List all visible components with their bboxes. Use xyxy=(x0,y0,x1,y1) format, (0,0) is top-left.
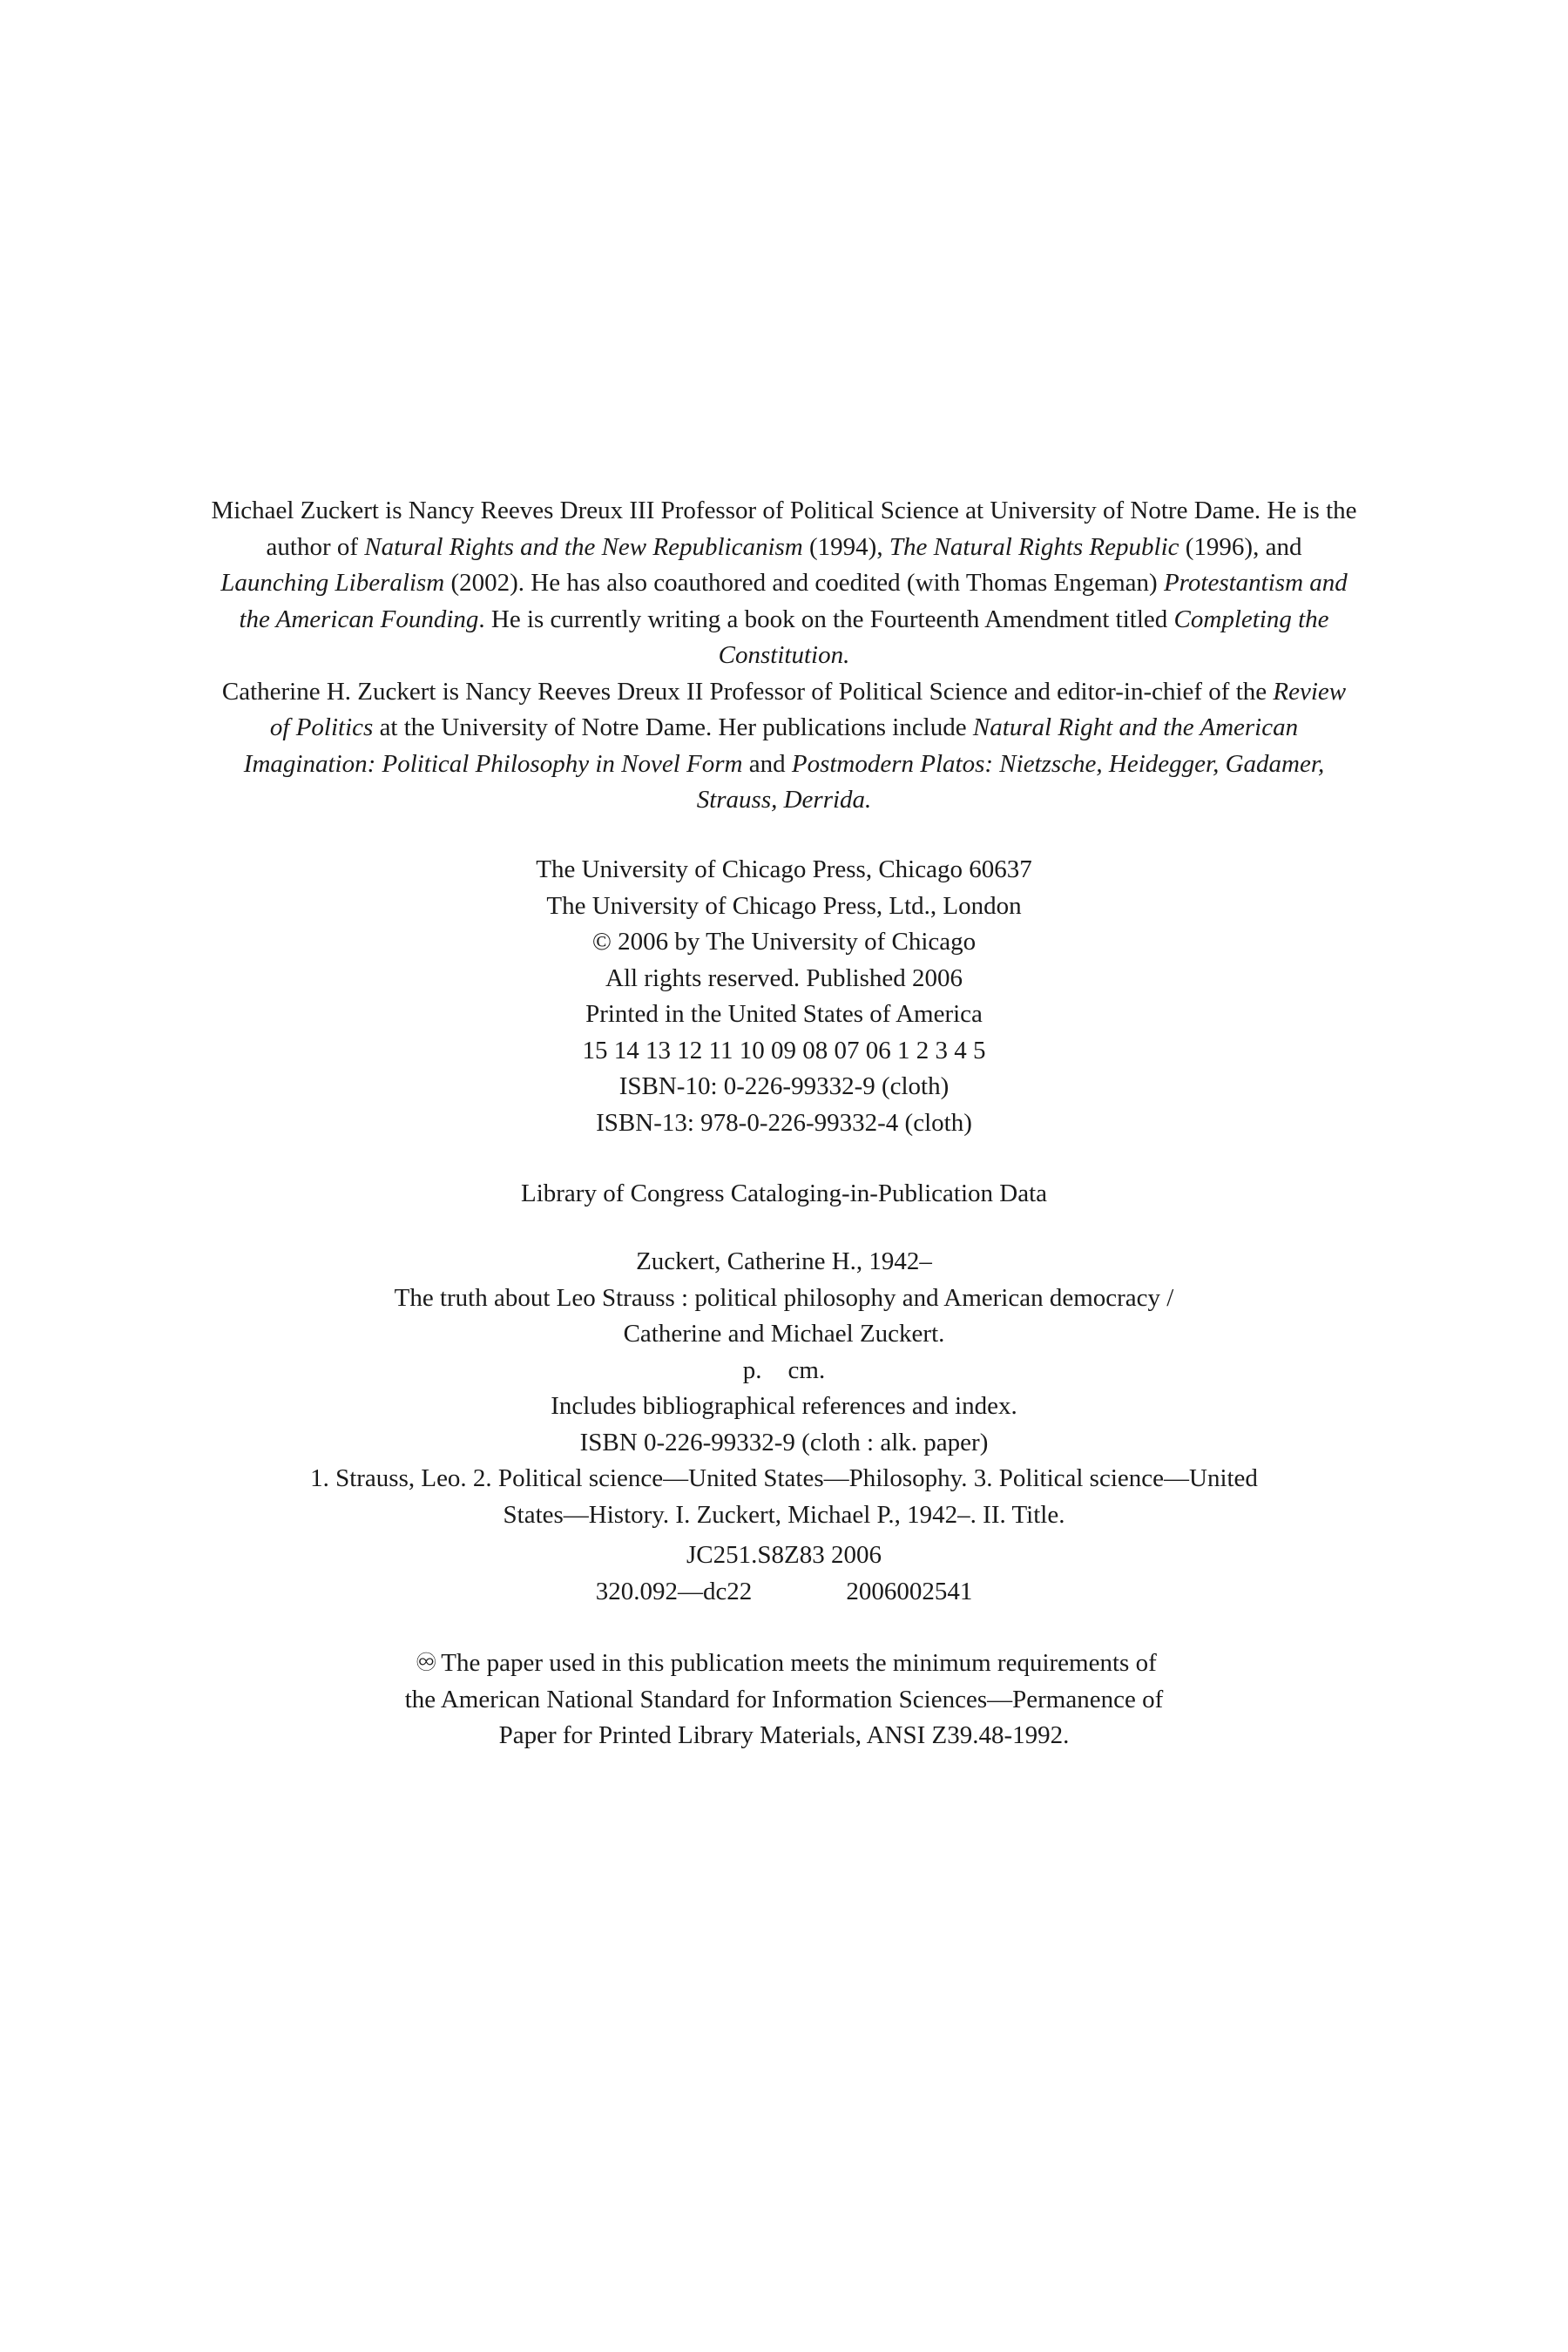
michael-bio-text-5: . He is currently writing a book on the Fourteenth Amendment titled xyxy=(478,605,1174,633)
cip-heading: Library of Congress Cataloging-in-Publication Data xyxy=(520,1179,1048,1207)
cip-heading-section xyxy=(209,1176,1359,1213)
catalog-physical-description xyxy=(209,1353,1359,1389)
michael-book-natural-rights-republic: The Natural Rights Republic xyxy=(889,532,1179,561)
michael-book-launching-liberalism: Launching Liberalism xyxy=(220,569,445,597)
paper-note-text-1: The paper used in this publication meets the minimum requirements of xyxy=(441,1649,1157,1677)
catherine-book-natural-right-imagination: Natural Right and the American Imagination: Political Philosophy in Novel Form xyxy=(243,713,1299,778)
catalog-author: Zuckert, Catherine H., 1942– xyxy=(636,1247,932,1275)
publisher-london: The University of Chicago Press, Ltd., London xyxy=(546,891,1022,920)
paper-note-line-3: Paper for Printed Library Materials, ANSI Z39.48-1992. xyxy=(498,1721,1070,1749)
catalog-notes: Includes bibliographical references and index. xyxy=(551,1392,1017,1420)
catherine-zuckert-bio xyxy=(209,674,1359,819)
catalog-pages: p. xyxy=(742,1355,762,1384)
copyright-line: © 2006 by The University of Chicago xyxy=(591,928,977,956)
printed-in-line: Printed in the United States of America xyxy=(585,1000,983,1028)
michael-book-natural-rights-new-republicanism: Natural Rights and the New Republicanism xyxy=(364,532,803,561)
call-number: JC251.S8Z83 2006 xyxy=(686,1541,882,1569)
catalog-isbn: ISBN 0-226-99332-9 (cloth : alk. paper) xyxy=(579,1428,989,1456)
dewey-number: 320.092—dc22 xyxy=(595,1577,753,1605)
catalog-title-line-1: The truth about Leo Strauss : political philosophy and American democracy / xyxy=(394,1283,1174,1312)
michael-bio-text-2: (1994), xyxy=(802,532,889,561)
lccn-number: 2006002541 xyxy=(846,1577,973,1605)
isbn-10-line: ISBN-10: 0-226-99332-9 (cloth) xyxy=(618,1072,950,1100)
michael-bio-text-4: (2002). He has also coauthored and coedited (with Thomas Engeman) xyxy=(444,569,1164,597)
catherine-bio-text-1: Catherine H. Zuckert is Nancy Reeves Dreux II Professor of Political Science and editor-in-chief of the xyxy=(221,677,1274,706)
rights-reserved-line: All rights reserved. Published 2006 xyxy=(605,963,963,992)
michael-book-completing-constitution: Completing the Constitution. xyxy=(718,605,1329,669)
paper-note-line-1 xyxy=(209,1646,1359,1682)
publisher-information xyxy=(209,852,1359,1141)
catalog-subjects-line-2: States—History. I. Zuckert, Michael P., 1942–. II. Title. xyxy=(503,1500,1065,1529)
classification-numbers xyxy=(209,1538,1359,1610)
author-bios xyxy=(209,493,1359,819)
paper-permanence-note xyxy=(209,1646,1359,1754)
publisher-chicago: The University of Chicago Press, Chicago 60637 xyxy=(536,855,1032,883)
michael-zuckert-bio xyxy=(209,493,1359,674)
infinity-paper-icon: ♾ xyxy=(415,1649,438,1677)
catherine-bio-text-2: at the University of Notre Dame. Her publications include xyxy=(373,713,973,741)
isbn-13-line: ISBN-13: 978-0-226-99332-4 (cloth) xyxy=(596,1108,972,1137)
michael-bio-text-3: (1996), and xyxy=(1179,532,1302,561)
catherine-book-postmodern-platos: Postmodern Platos: Nietzsche, Heidegger, Gadamer, Strauss, Derrida. xyxy=(696,749,1325,814)
catalog-title-line-2: Catherine and Michael Zuckert. xyxy=(623,1320,945,1348)
catalog-size: cm. xyxy=(787,1355,826,1384)
michael-bio-text-1: Michael Zuckert is Nancy Reeves Dreux III Professor of Political Science at University of Notre Dame. He is the author of xyxy=(211,497,1357,561)
catherine-journal-review-of-politics: Review of Politics xyxy=(269,677,1347,741)
cataloging-record xyxy=(209,1244,1359,1533)
michael-book-protestantism: Protestantism and the American Founding xyxy=(239,569,1348,633)
classification-line xyxy=(209,1574,1359,1611)
catherine-bio-text-3: and xyxy=(742,749,792,778)
paper-note-line-2: the American National Standard for Information Sciences—Permanence of xyxy=(404,1685,1164,1713)
printing-number-line: 15 14 13 12 11 10 09 08 07 06 1 2 3 4 5 xyxy=(582,1036,986,1064)
catalog-subjects-line-1: 1. Strauss, Leo. 2. Political science—United States—Philosophy. 3. Political science—United xyxy=(310,1464,1258,1492)
